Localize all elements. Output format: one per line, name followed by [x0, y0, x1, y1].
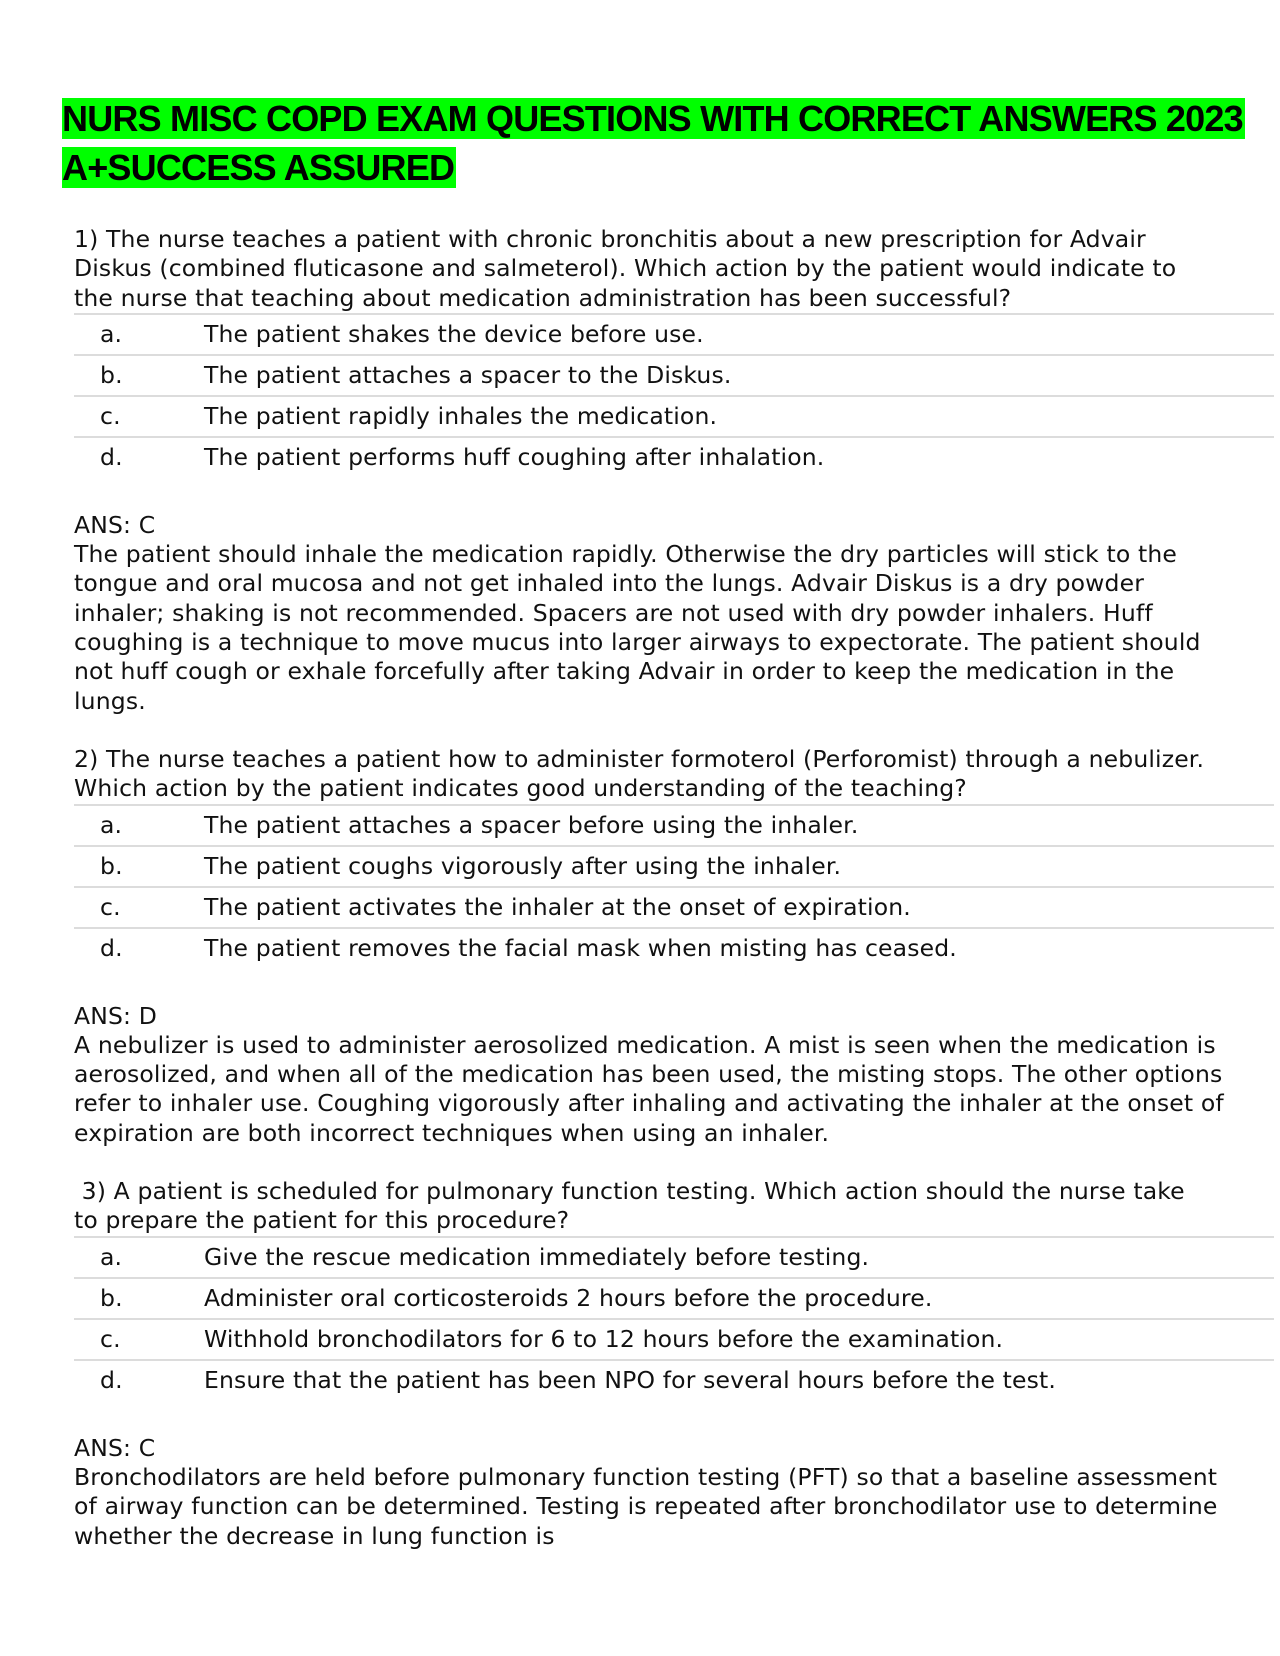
option-text: The patient rapidly inhales the medication.	[204, 402, 718, 431]
question-block-1	[74, 225, 1274, 745]
answer-rationale: A nebulizer is used to administer aerosolized medication. A mist is seen when the medication is aerosolized, and when all of the medication has been used, the misting stops. The other options refer to inhaler use. Coughing vigorously after inhaling and activating the inhaler at the onset of expiration are both incorrect techniques when using an inhaler.	[74, 1030, 1224, 1147]
spacer	[74, 968, 1274, 1002]
option-row	[74, 806, 1274, 847]
options-list	[74, 1236, 1274, 1400]
option-row	[74, 929, 1274, 968]
option-letter: a.	[100, 320, 123, 349]
option-letter: a.	[100, 1243, 123, 1272]
question-text: 2) The nurse teaches a patient how to administer formoterol (Perforomist) through a nebulizer. Which action by the patient indicates good understanding of the teaching?	[74, 744, 1205, 803]
option-row	[74, 847, 1274, 888]
document-title	[62, 94, 1252, 192]
question-text: 3) A patient is scheduled for pulmonary function testing. Which action should the nurse take to prepare the patient for this procedure?	[74, 1177, 1193, 1235]
option-row	[74, 1361, 1274, 1400]
option-letter: a.	[100, 811, 123, 840]
question-block-3	[74, 1177, 1274, 1551]
answer-key: ANS: C	[74, 1433, 156, 1462]
option-letter: c.	[100, 1325, 121, 1354]
option-letter: d.	[100, 443, 123, 472]
option-row	[74, 1279, 1274, 1320]
option-letter: d.	[100, 1366, 123, 1395]
spacer	[74, 1400, 1274, 1434]
option-letter: c.	[100, 402, 121, 431]
option-text: Ensure that the patient has been NPO for several hours before the test.	[204, 1366, 1057, 1395]
option-row	[74, 1238, 1274, 1279]
answer-rationale: Bronchodilators are held before pulmonary function testing (PFT) so that a baseline assessment of airway function can be determined. Testing is repeated after bronchodilator use to determine whether the decrease in lung function is	[74, 1462, 1218, 1550]
option-row	[74, 397, 1274, 438]
option-text: Withhold bronchodilators for 6 to 12 hours before the examination.	[204, 1325, 1004, 1354]
option-letter: b.	[100, 852, 123, 881]
option-text: The patient attaches a spacer before using the inhaler.	[204, 811, 859, 840]
question-text: 1) The nurse teaches a patient with chronic bronchitis about a new prescription for Advair Diskus (combined fluticasone and salmeterol). Which action by the patient would indicate to the nurse that teaching about medication administration has been successful?	[74, 225, 1177, 312]
option-text: Give the rescue medication immediately before testing.	[204, 1243, 870, 1272]
document-body	[74, 225, 1274, 1551]
option-text: Administer oral corticosteroids 2 hours before the procedure.	[204, 1284, 933, 1313]
option-row	[74, 315, 1274, 356]
option-text: The patient coughs vigorously after using the inhaler.	[204, 852, 842, 881]
spacer	[74, 1148, 1274, 1177]
answer-rationale: The patient should inhale the medication rapidly. Otherwise the dry particles will stick to the tongue and oral mucosa and not get inhaled into the lungs. Advair Diskus is a dry powder inhaler; shaking is not recommended. Spacers are not used with dry powder inhalers. Huff coughing is a technique to move mucus into larger airways to expectorate. The patient should not huff cough or exhale forcefully after taking Advair in order to keep the medication in the lungs.	[74, 540, 1201, 715]
option-text: The patient performs huff coughing after inhalation.	[204, 443, 825, 472]
option-row	[74, 1320, 1274, 1361]
answer-key: ANS: C	[74, 510, 156, 539]
option-text: The patient removes the facial mask when misting has ceased.	[204, 934, 957, 963]
options-list	[74, 804, 1274, 968]
option-text: The patient shakes the device before use.	[204, 320, 704, 349]
title-highlight: NURS MISC COPD EXAM QUESTIONS WITH CORRECT ANSWERS 2023 A+SUCCESS ASSURED	[62, 98, 1243, 188]
option-letter: b.	[100, 1284, 123, 1313]
option-row	[74, 356, 1274, 397]
option-letter: d.	[100, 934, 123, 963]
answer-key: ANS: D	[74, 1001, 157, 1030]
spacer	[74, 477, 1274, 511]
spacer	[74, 716, 1274, 745]
question-block-2	[74, 745, 1274, 1177]
options-list	[74, 313, 1274, 477]
option-row	[74, 438, 1274, 477]
option-text: The patient activates the inhaler at the onset of expiration.	[204, 893, 911, 922]
option-text: The patient attaches a spacer to the Diskus.	[204, 361, 732, 390]
option-letter: c.	[100, 893, 121, 922]
option-letter: b.	[100, 361, 123, 390]
option-row	[74, 888, 1274, 929]
